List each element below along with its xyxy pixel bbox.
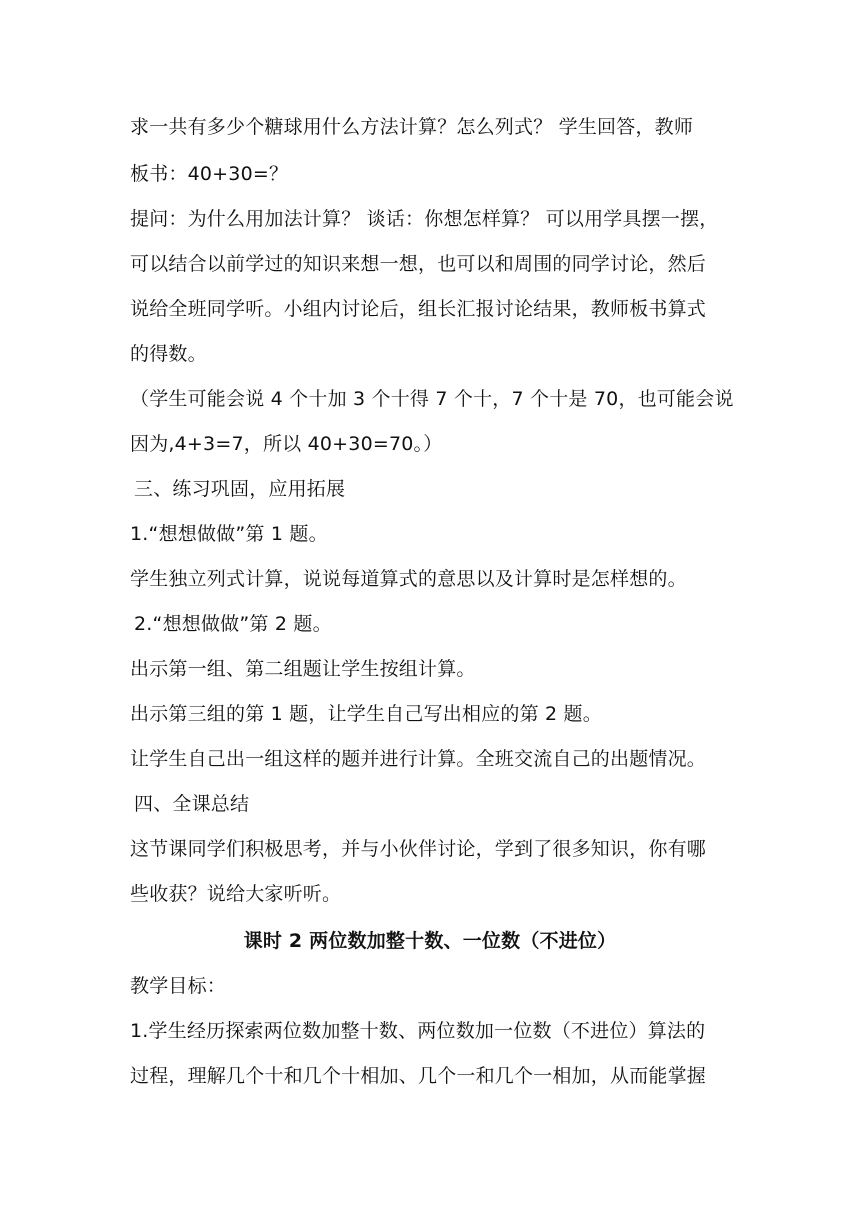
list-item: 1.“想想做做”第 1 题。	[130, 523, 328, 545]
paragraph-line: 出示第一组、第二组题让学生按组计算。	[130, 658, 476, 680]
paragraph-line: 说给全班同学听。小组内讨论后，组长汇报讨论结果，教师板书算式	[130, 298, 707, 320]
paragraph-line: 的得数。	[130, 343, 207, 365]
paragraph-line: 过程，理解几个十和几个十相加、几个一和几个一相加，从而能掌握	[130, 1065, 707, 1087]
paragraph-line: 教学目标：	[130, 975, 227, 997]
lesson-title: 课时 2 两位数加整十数、一位数（不进位）	[243, 930, 617, 952]
paragraph-line: 求一共有多少个糖球用什么方法计算？怎么列式？ 学生回答，教师	[130, 116, 694, 138]
paragraph-line: 学生独立列式计算，说说每道算式的意思以及计算时是怎样想的。	[130, 568, 687, 590]
paragraph-line: 些收获？说给大家听听。	[130, 883, 342, 905]
paragraph-line: 让学生自己出一组这样的题并进行计算。全班交流自己的出题情况。	[130, 748, 707, 770]
paragraph-line: 因为,4+3=7，所以 40+30=70。）	[130, 433, 443, 455]
paragraph-line: 板书：40+30=？	[130, 163, 289, 185]
paragraph-line: 提问：为什么用加法计算？ 谈话：你想怎样算？ 可以用学具摆一摆，	[130, 208, 719, 230]
paragraph-line: 出示第三组的第 1 题，让学生自己写出相应的第 2 题。	[130, 703, 602, 725]
list-item: 2.“想想做做”第 2 题。	[134, 613, 332, 635]
paragraph-line: 可以结合以前学过的知识来想一想，也可以和周围的同学讨论，然后	[130, 253, 707, 275]
section-heading: 四、全课总结	[134, 793, 250, 815]
paragraph-line: 这节课同学们积极思考，并与小伙伴讨论，学到了很多知识，你有哪	[130, 838, 707, 860]
section-heading: 三、练习巩固，应用拓展	[134, 478, 346, 500]
paragraph-line: 1.学生经历探索两位数加整十数、两位数加一位数（不进位）算法的	[130, 1020, 706, 1042]
paragraph-line: （学生可能会说 4 个十加 3 个十得 7 个十，7 个十是 70，也可能会说	[130, 388, 734, 410]
